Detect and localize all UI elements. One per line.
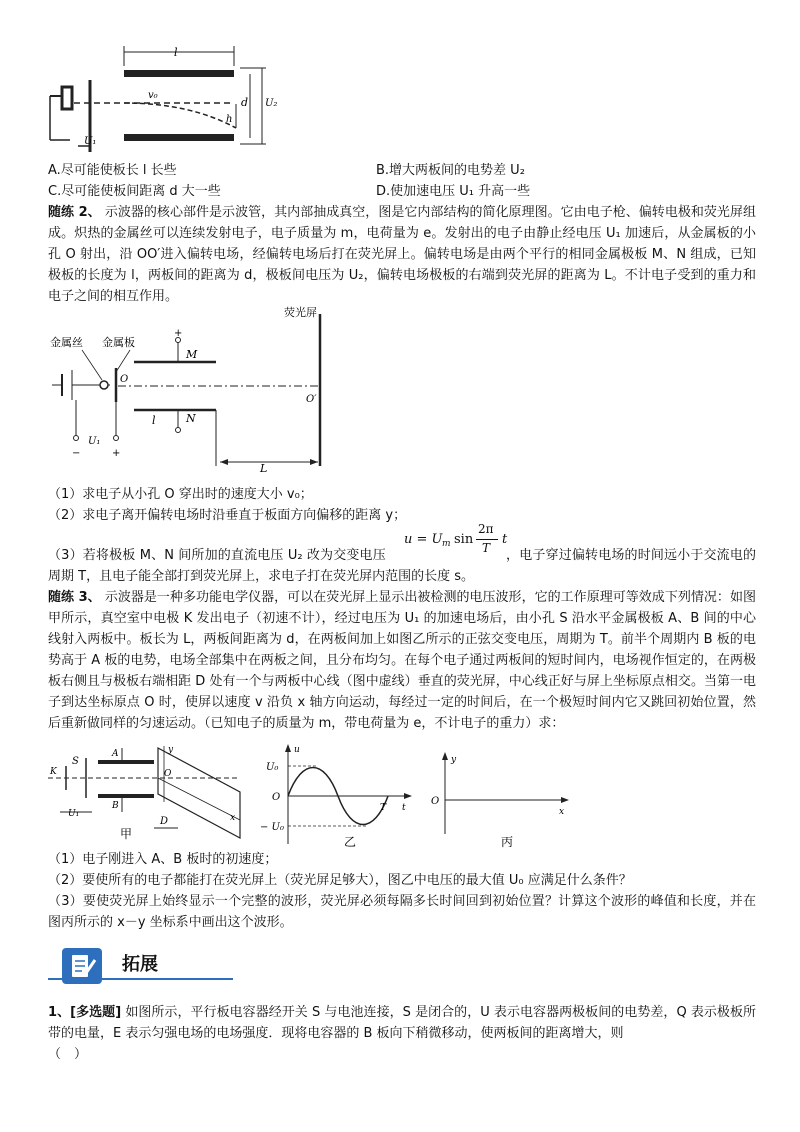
figure-bing-axes [425,752,575,852]
option-b: B.增大两板间的电势差 U₂ [376,163,525,178]
formula-t: t [502,532,508,547]
question-1-tag: 1、[多选题] [48,1005,122,1020]
fig3-O-yi: O [272,792,281,803]
figure-oscilloscope-tube [48,306,338,476]
figure-yi-sine [262,740,412,850]
fig3-D: D [160,816,169,827]
exercise-3-body: 示波器是一种多功能电学仪器，可以在荧光屏上显示出被检测的电压波形，它的工作原理可等效成下列情况：如图甲所示，真空室中电极 K 发出电子（初速不计），经过电压为 U₁ 的加速电场后，由小孔 S 沿水平金属极板 A、B 间的中心线射入两板中。板长为 L，两板间距离为 d，在两板间加上如图乙所示的正弦交变电压，周期为 T。前半个周期内 B 板的电势高于 A 板的电势，电场全部集中在两板之间，且分布均匀。在每个电子通过两板间的短时间内，电场视作恒定的，在两极板右侧且与极板右端相距 D 处有一个与两板中心线（图中虚线）垂直的荧光屏，中心线正好与屏上坐标原点相交。当第一电子到达坐标原点 O 时，使屏以速度 v 沿负 x 轴方向运动，每经过一定的时间后，在一个极短时间内它又跳回初始位置，然后重新做同样的匀速运动。（已知电子的质量为 m，带电荷量为 e，不计电子的重力）求： [48,590,756,731]
fig2-label-plate: 金属板 [102,336,135,349]
question-1-body: 如图所示，平行板电容器经开关 S 与电池连接，S 是闭合的，U 表示电容器两极板间的电势差，Q 表示极板所带的电量，E 表示匀强电场的电场强度．现将电容器的 B 板向下稍微移动，使两板间的距离增大，则 [48,1005,756,1041]
fig3-x-jia: x [230,813,236,823]
exercise-2-q3 [48,545,756,587]
formula-sub: m [442,539,451,549]
exercise-2-q3-part-a: （3）若将极板 M、N 间所加的直流电压 U₂ 改为交变电压 [48,548,386,563]
fig3-B: B [112,801,119,811]
exercise-2-q1: （1）求电子从小孔 O 穿出时的速度大小 v₀； [48,487,313,502]
exercise-3-text [48,587,756,734]
fig2-label-O2: O′ [306,394,317,405]
fig3-x-bing: x [559,807,565,817]
exercise-2-q3-part-b: ，电子穿过偏转电场的时间远小于交流电的周期 T，且电子能全部打到荧光屏上，求电子打在荧光屏内范围的长度 s。 [48,548,756,584]
exercise-2-text [48,202,756,307]
fig2-label-N: N [186,412,196,425]
fig2-label-screen: 荧光屏 [284,306,317,319]
fig3-K: K [50,767,57,777]
exercise-3-q2: （2）要使所有的电子都能打在荧光屏上（荧光屏足够大），图乙中电压的最大值 U₀ 应满足什么条件？ [48,873,632,888]
option-c: C.尽可能使板间距离 d 大一些 [48,184,221,199]
fig3-O-bing: O [431,796,440,807]
fig3-y-bing: y [451,755,457,765]
question-1-answer-paren: （ ） [48,1047,88,1062]
question-1-text [48,1002,756,1065]
fig2-label-wire: 金属丝 [50,336,83,349]
fig3-jia: 甲 [120,827,133,841]
formula-lhs: u = U [404,532,443,547]
fig3-t: t [402,803,406,813]
fig2-label-L: L [260,462,268,475]
section-title: 拓展 [122,954,158,975]
fig3-A: A [112,749,119,759]
formula-sin: sin [454,532,474,547]
section-divider [48,978,233,980]
fig3-bing: 丙 [501,835,514,849]
figure-jia [48,742,248,842]
fig2-label-U1: U₁ [88,436,101,447]
fig3-O: O [164,769,172,779]
fig2-label-O: O [120,374,129,385]
fig2-label-l: l [152,414,156,427]
fig2-label-plus-top: + [174,328,183,339]
fig3-u: u [294,745,300,755]
fig1-label-h: h [226,114,233,125]
exercise-2-body: 示波器的核心部件是示波管，其内部抽成真空，图是它内部结构的简化原理图。它由电子枪、偏转电极和荧光屏组成。炽热的金属丝可以连续发射电子，电子质量为 m，电荷量为 e。发射出的电子由静止经电压 U₁ 加速后，从金属板的小孔 O 射出，沿 OO′进入偏转电场，经偏转电场后打在荧光屏上。偏转电场是由两个平行的相同金属极板 M、N 组成，已知极板的长度为 l，两板间的距离为 d，极板间电压为 U₂，偏转电场极板的右端到荧光屏的距离为 L。不计电子受到的重力和电子之间的相互作用。 [48,205,756,304]
fig3-negU0: − U₀ [260,822,284,833]
formula-num: 2π [478,522,494,536]
option-d: D.使加速电压 U₁ 升高一些 [376,184,531,199]
fig1-label-d: d [241,96,249,109]
fig3-S: S [72,756,79,767]
fig1-label-U2: U₂ [265,98,278,109]
fig1-label-v0: v₀ [148,90,158,101]
exercise-3-tag: 随练 3、 [48,590,101,605]
fig1-label-U1: U₁ [84,136,97,147]
exercise-3-q1: （1）电子刚进入 A、B 板时的初速度； [48,852,278,867]
exercise-2-q2: （2）求电子离开偏转电场时沿垂直于板面方向偏移的距离 y； [48,508,407,523]
fig3-U1: U₁ [68,809,80,819]
fig2-label-minus: − [72,448,81,459]
exercise-2-tag: 随练 2、 [48,205,101,220]
fig3-y-jia: y [168,745,174,755]
figure-deflection-plates [40,40,280,160]
option-a: A.尽可能使板长 l 长些 [48,163,177,178]
fig3-yi: 乙 [344,835,357,849]
fig1-label-l: l [174,46,178,59]
fig2-label-plus: + [112,448,121,459]
fig2-label-M: M [186,348,198,361]
exercise-3-q3: （3）要使荧光屏上始终显示一个完整的波形，荧光屏必须每隔多长时间回到初始位置？计算这个波形的峰值和长度，并在图丙所示的 x－y 坐标系中画出这个波形。 [48,894,756,930]
formula-den: T [482,541,491,555]
fig3-U0: U₀ [266,762,279,773]
fig3-T: T [380,803,387,813]
